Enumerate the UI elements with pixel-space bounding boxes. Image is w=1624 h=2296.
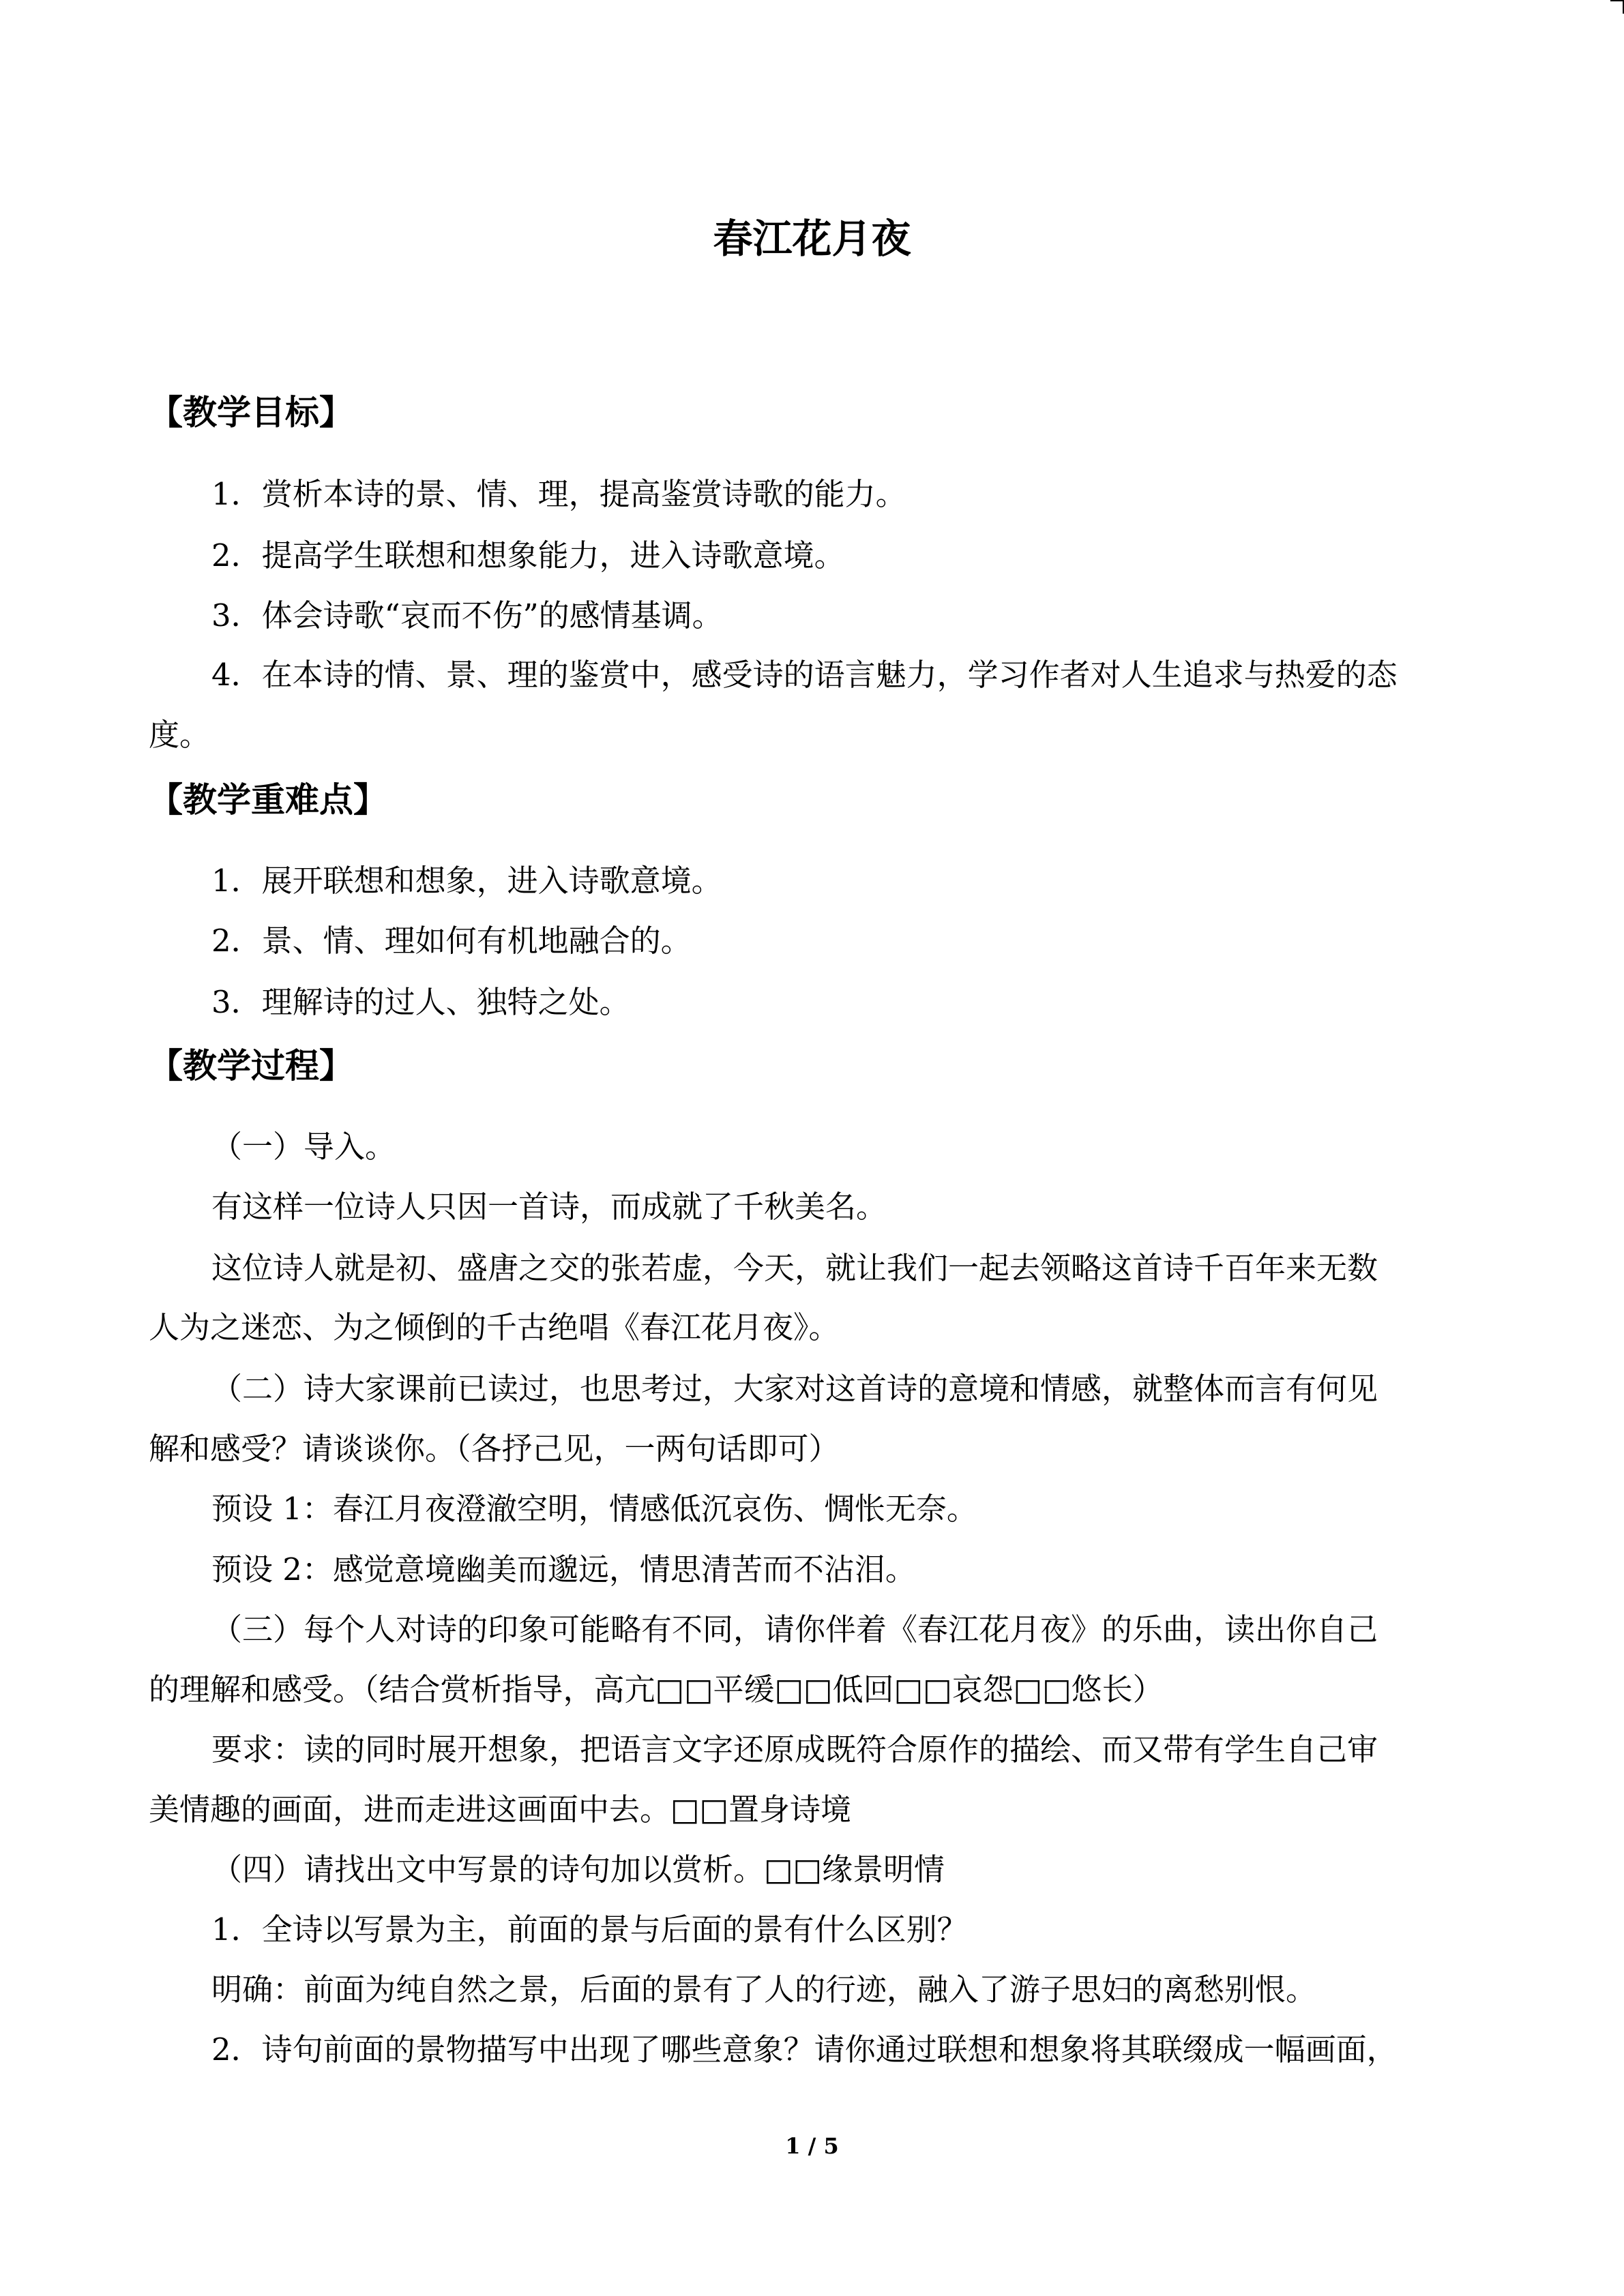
- process-paragraph-10: 1．全诗以写景为主，前面的景与后面的景有什么区别？: [211, 1911, 968, 1948]
- section-heading-objectives: 【教学目标】: [149, 392, 353, 432]
- objective-item-2: 2．提高学生联想和想象能力，进入诗歌意境。: [211, 537, 845, 573]
- page-corner-mark: [1610, 0, 1624, 14]
- objective-item-4-line2: 度。: [149, 717, 211, 753]
- key-point-item-3: 3．理解诗的过人、独特之处。: [211, 984, 630, 1020]
- process-paragraph-9: （四）请找出文中写景的诗句加以赏析。□□缘景明情: [211, 1851, 945, 1888]
- key-point-item-2: 2．景、情、理如何有机地融合的。: [211, 923, 692, 959]
- page-indicator: 1 / 5: [785, 2133, 839, 2159]
- process-paragraph-6: 预设 2：感觉意境幽美而邈远，情思清苦而不沾泪。: [211, 1551, 916, 1587]
- section-heading-key-points: 【教学重难点】: [149, 779, 387, 820]
- process-paragraph-8-line1: 要求：读的同时展开想象，把语言文字还原成既符合原作的描绘、而又带有学生自己审: [211, 1731, 1378, 1768]
- objective-item-3: 3．体会诗歌“哀而不伤”的感情基调。: [211, 597, 723, 633]
- process-paragraph-12: 2．诗句前面的景物描写中出现了哪些意象？请你通过联想和想象将其联缀成一幅画面，: [211, 2031, 1398, 2068]
- process-paragraph-7-line1: （三）每个人对诗的印象可能略有不同，请你伴着《春江花月夜》的乐曲，读出你自己: [211, 1611, 1378, 1648]
- process-paragraph-1: （一）导入。: [211, 1129, 396, 1165]
- objective-item-4-line1: 4．在本诗的情、景、理的鉴赏中，感受诗的语言魅力，学习作者对人生追求与热爱的态: [211, 657, 1398, 693]
- process-paragraph-4-line2: 解和感受？请谈谈你。（各抒己见，一两句话即可）: [149, 1431, 840, 1467]
- objective-item-1: 1．赏析本诗的景、情、理，提高鉴赏诗歌的能力。: [211, 476, 906, 512]
- process-paragraph-8-line2: 美情趣的画面，进而走进这画面中去。□□置身诗境: [149, 1791, 852, 1828]
- process-paragraph-7-line2: 的理解和感受。（结合赏析指导，高亢□□平缓□□低回□□哀怨□□悠长）: [149, 1671, 1164, 1708]
- key-point-item-1: 1．展开联想和想象，进入诗歌意境。: [211, 863, 722, 899]
- section-heading-process: 【教学过程】: [149, 1045, 353, 1086]
- process-paragraph-3-line2: 人为之迷恋、为之倾倒的千古绝唱《春江花月夜》。: [149, 1309, 840, 1345]
- process-paragraph-2: 有这样一位诗人只因一首诗，而成就了千秋美名。: [211, 1189, 887, 1225]
- page-title: 春江花月夜: [713, 215, 911, 262]
- process-paragraph-11: 明确：前面为纯自然之景，后面的景有了人的行迹，融入了游子思妇的离愁别恨。: [211, 1971, 1317, 2008]
- process-paragraph-3-line1: 这位诗人就是初、盛唐之交的张若虚，今天，就让我们一起去领略这首诗千百年来无数: [211, 1250, 1378, 1286]
- process-paragraph-4-line1: （二）诗大家课前已读过，也思考过，大家对这首诗的意境和情感，就整体而言有何见: [211, 1371, 1378, 1407]
- process-paragraph-5: 预设 1：春江月夜澄澈空明，情感低沉哀伤、惆怅无奈。: [211, 1491, 977, 1527]
